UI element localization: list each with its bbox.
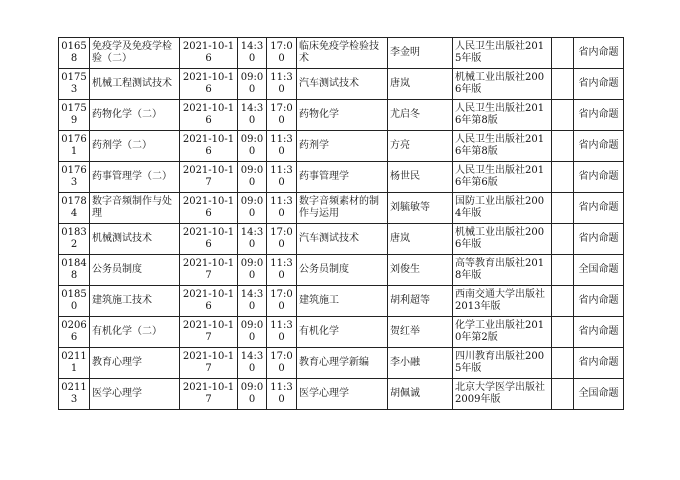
course-code-cell: 01832 [59, 224, 90, 255]
table-row [59, 193, 624, 224]
course-code-cell: 01850 [59, 286, 90, 317]
note-cell [552, 224, 574, 255]
end-time-cell: 17:00 [267, 100, 297, 131]
table-row [59, 69, 624, 100]
note-cell [552, 255, 574, 286]
table-row [59, 38, 624, 69]
note-cell [552, 100, 574, 131]
end-time-cell: 17:00 [267, 286, 297, 317]
end-time-cell: 17:00 [267, 224, 297, 255]
publisher-cell: 人民卫生出版社2016年第8版 [453, 100, 552, 131]
publisher-cell: 高等教育出版社2018年版 [453, 255, 552, 286]
author-cell: 刘俊生 [388, 255, 453, 286]
exam-scope-cell: 省内命题 [574, 69, 624, 100]
publisher-cell: 人民卫生出版社2016年第8版 [453, 131, 552, 162]
end-time-cell: 17:00 [267, 348, 297, 379]
start-time-cell: 14:30 [238, 348, 267, 379]
exam-scope-cell: 省内命题 [574, 193, 624, 224]
table-row [59, 348, 624, 379]
table-body [59, 38, 624, 410]
start-time-cell: 09:00 [238, 69, 267, 100]
note-cell [552, 162, 574, 193]
course-name-cell: 公务员制度 [90, 255, 180, 286]
start-time-cell: 14:30 [238, 224, 267, 255]
publisher-cell: 机械工业出版社2006年版 [453, 224, 552, 255]
note-cell [552, 69, 574, 100]
course-code-cell: 01763 [59, 162, 90, 193]
textbook-cell: 教育心理学新编 [297, 348, 388, 379]
table-row [59, 255, 624, 286]
publisher-cell: 人民卫生出版社2016年第6版 [453, 162, 552, 193]
end-time-cell: 11:30 [267, 162, 297, 193]
textbook-cell: 药剂学 [297, 131, 388, 162]
exam-date-cell: 2021-10-16 [180, 100, 238, 131]
course-code-cell: 01658 [59, 38, 90, 69]
exam-date-cell: 2021-10-16 [180, 38, 238, 69]
course-name-cell: 有机化学（二） [90, 317, 180, 348]
end-time-cell: 17:00 [267, 38, 297, 69]
course-code-cell: 01759 [59, 100, 90, 131]
textbook-cell: 汽车测试技术 [297, 69, 388, 100]
note-cell [552, 317, 574, 348]
exam-scope-cell: 省内命题 [574, 131, 624, 162]
exam-date-cell: 2021-10-17 [180, 255, 238, 286]
course-name-cell: 建筑施工技术 [90, 286, 180, 317]
table-row [59, 131, 624, 162]
author-cell: 贺红举 [388, 317, 453, 348]
end-time-cell: 11:30 [267, 131, 297, 162]
note-cell [552, 379, 574, 410]
course-code-cell: 01761 [59, 131, 90, 162]
exam-scope-cell: 全国命题 [574, 379, 624, 410]
author-cell: 杨世民 [388, 162, 453, 193]
author-cell: 方亮 [388, 131, 453, 162]
course-name-cell: 医学心理学 [90, 379, 180, 410]
publisher-cell: 国防工业出版社2004年版 [453, 193, 552, 224]
exam-schedule-table [58, 37, 624, 410]
note-cell [552, 286, 574, 317]
start-time-cell: 09:00 [238, 193, 267, 224]
start-time-cell: 14:30 [238, 286, 267, 317]
course-name-cell: 免疫学及免疫学检验（二） [90, 38, 180, 69]
course-code-cell: 01753 [59, 69, 90, 100]
exam-scope-cell: 省内命题 [574, 286, 624, 317]
textbook-cell: 数字音频素材的制作与运用 [297, 193, 388, 224]
start-time-cell: 09:00 [238, 255, 267, 286]
course-name-cell: 教育心理学 [90, 348, 180, 379]
course-code-cell: 01848 [59, 255, 90, 286]
end-time-cell: 11:30 [267, 69, 297, 100]
author-cell: 唐岚 [388, 224, 453, 255]
start-time-cell: 14:30 [238, 38, 267, 69]
exam-date-cell: 2021-10-16 [180, 193, 238, 224]
textbook-cell: 有机化学 [297, 317, 388, 348]
exam-date-cell: 2021-10-17 [180, 379, 238, 410]
textbook-cell: 公务员制度 [297, 255, 388, 286]
end-time-cell: 11:30 [267, 379, 297, 410]
author-cell: 刘毓敏等 [388, 193, 453, 224]
course-code-cell: 02111 [59, 348, 90, 379]
start-time-cell: 09:00 [238, 131, 267, 162]
exam-scope-cell: 省内命题 [574, 162, 624, 193]
end-time-cell: 11:30 [267, 317, 297, 348]
end-time-cell: 11:30 [267, 255, 297, 286]
course-name-cell: 机械测试技术 [90, 224, 180, 255]
exam-scope-cell: 省内命题 [574, 348, 624, 379]
author-cell: 李小融 [388, 348, 453, 379]
note-cell [552, 193, 574, 224]
table-row [59, 379, 624, 410]
textbook-cell: 临床免疫学检验技术 [297, 38, 388, 69]
exam-scope-cell: 省内命题 [574, 317, 624, 348]
exam-date-cell: 2021-10-17 [180, 162, 238, 193]
start-time-cell: 09:00 [238, 379, 267, 410]
table-row [59, 224, 624, 255]
exam-scope-cell: 省内命题 [574, 100, 624, 131]
exam-scope-cell: 省内命题 [574, 38, 624, 69]
course-name-cell: 机械工程测试技术 [90, 69, 180, 100]
note-cell [552, 348, 574, 379]
exam-scope-cell: 全国命题 [574, 255, 624, 286]
exam-date-cell: 2021-10-16 [180, 286, 238, 317]
textbook-cell: 药事管理学 [297, 162, 388, 193]
course-code-cell: 01784 [59, 193, 90, 224]
textbook-cell: 建筑施工 [297, 286, 388, 317]
start-time-cell: 09:00 [238, 162, 267, 193]
course-name-cell: 药物化学（二） [90, 100, 180, 131]
table-row [59, 100, 624, 131]
table-row [59, 286, 624, 317]
exam-date-cell: 2021-10-16 [180, 69, 238, 100]
author-cell: 唐岚 [388, 69, 453, 100]
author-cell: 胡利超等 [388, 286, 453, 317]
textbook-cell: 汽车测试技术 [297, 224, 388, 255]
publisher-cell: 机械工业出版社2006年版 [453, 69, 552, 100]
textbook-cell: 医学心理学 [297, 379, 388, 410]
exam-date-cell: 2021-10-17 [180, 317, 238, 348]
publisher-cell: 西南交通大学出版社2013年版 [453, 286, 552, 317]
exam-date-cell: 2021-10-17 [180, 348, 238, 379]
course-name-cell: 药剂学（二） [90, 131, 180, 162]
textbook-cell: 药物化学 [297, 100, 388, 131]
course-name-cell: 药事管理学（二） [90, 162, 180, 193]
publisher-cell: 北京大学医学出版社2009年版 [453, 379, 552, 410]
publisher-cell: 化学工业出版社2010年第2版 [453, 317, 552, 348]
publisher-cell: 四川教育出版社2005年版 [453, 348, 552, 379]
author-cell: 李金明 [388, 38, 453, 69]
note-cell [552, 131, 574, 162]
table-row [59, 317, 624, 348]
exam-date-cell: 2021-10-16 [180, 224, 238, 255]
start-time-cell: 14:30 [238, 100, 267, 131]
author-cell: 尤启冬 [388, 100, 453, 131]
course-code-cell: 02113 [59, 379, 90, 410]
author-cell: 胡佩诚 [388, 379, 453, 410]
end-time-cell: 11:30 [267, 193, 297, 224]
exam-date-cell: 2021-10-16 [180, 131, 238, 162]
course-code-cell: 02066 [59, 317, 90, 348]
start-time-cell: 09:00 [238, 317, 267, 348]
table-row [59, 162, 624, 193]
publisher-cell: 人民卫生出版社2015年版 [453, 38, 552, 69]
note-cell [552, 38, 574, 69]
exam-scope-cell: 省内命题 [574, 224, 624, 255]
course-name-cell: 数字音频制作与处理 [90, 193, 180, 224]
